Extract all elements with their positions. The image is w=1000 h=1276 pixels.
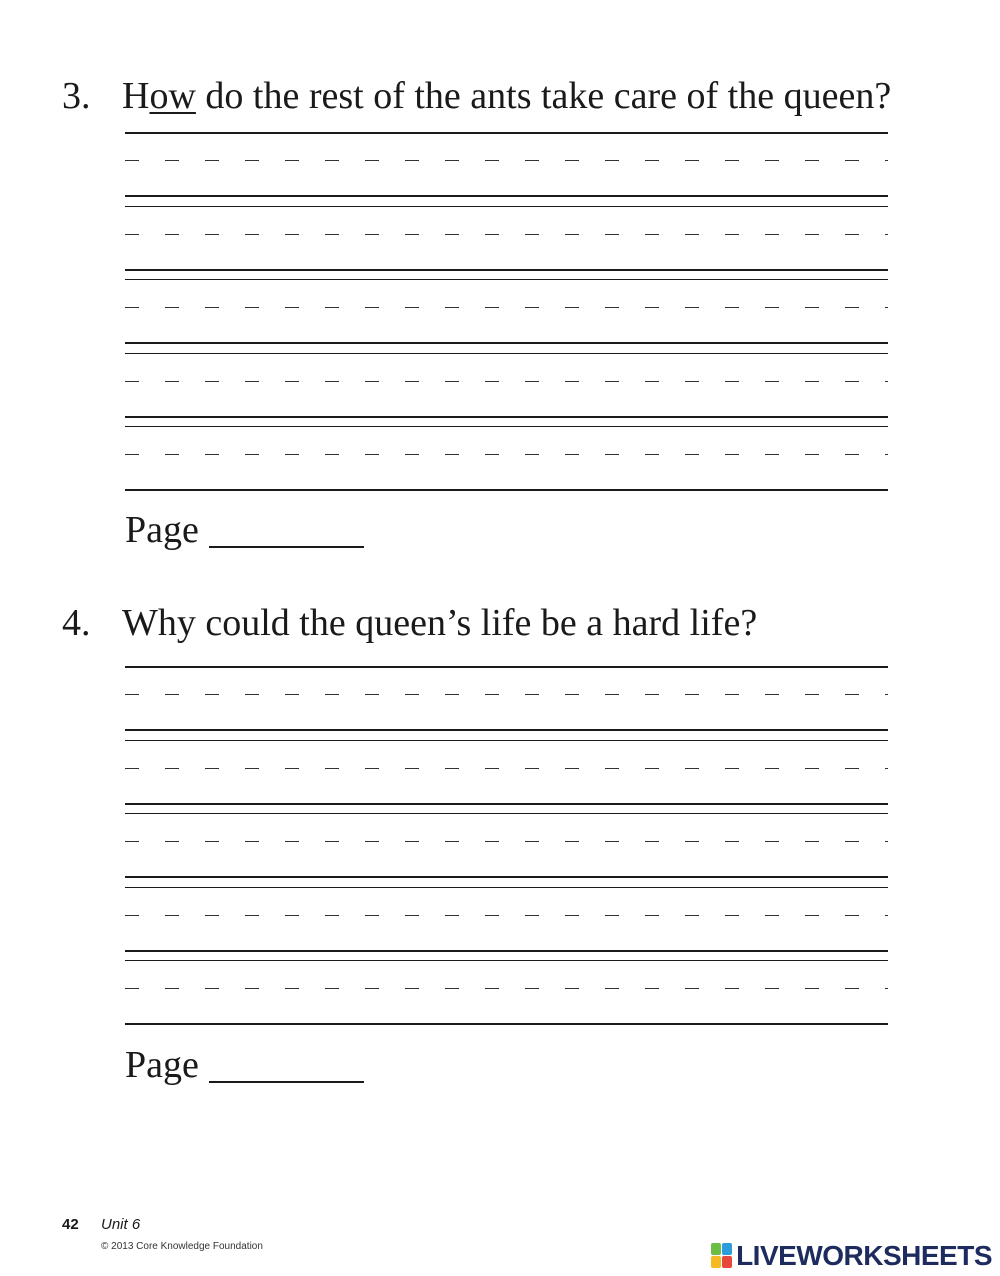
page-reference-question-3 (125, 510, 364, 550)
middle-dashed-line (125, 307, 888, 308)
handwriting-row[interactable] (125, 353, 888, 417)
handwriting-row[interactable] (125, 740, 888, 804)
middle-dashed-line (125, 768, 888, 769)
page-number-blank[interactable] (209, 1080, 364, 1083)
baseline (125, 195, 888, 197)
top-line (125, 279, 888, 280)
question-text-start: H (122, 75, 150, 117)
handwriting-row[interactable] (125, 887, 888, 951)
top-line (125, 960, 888, 961)
baseline (125, 342, 888, 344)
handwriting-row[interactable] (125, 666, 888, 730)
middle-dashed-line (125, 841, 888, 842)
handwriting-row[interactable] (125, 960, 888, 1024)
page-label: Page (125, 1044, 199, 1086)
liveworksheets-logo-icon (711, 1243, 733, 1269)
page-reference-question-4 (125, 1045, 364, 1085)
middle-dashed-line (125, 988, 888, 989)
top-line (125, 132, 888, 134)
handwriting-row[interactable] (125, 426, 888, 490)
top-line (125, 353, 888, 354)
copyright: © 2013 Core Knowledge Foundation (101, 1241, 263, 1252)
top-line (125, 887, 888, 888)
top-line (125, 206, 888, 207)
question-text-end: do the rest of the ants take care of the queen? (195, 75, 892, 117)
baseline (125, 269, 888, 271)
middle-dashed-line (125, 160, 888, 161)
baseline (125, 729, 888, 731)
middle-dashed-line (125, 381, 888, 382)
handwriting-row[interactable] (125, 132, 888, 196)
top-line (125, 740, 888, 741)
page-number: 42 (62, 1216, 79, 1233)
question-number: 3. (62, 75, 91, 117)
question-text: Why could the queen’s life be a hard life? (122, 602, 758, 644)
baseline (125, 950, 888, 952)
middle-dashed-line (125, 915, 888, 916)
unit-label: Unit 6 (101, 1216, 141, 1233)
handwriting-row[interactable] (125, 279, 888, 343)
baseline (125, 876, 888, 878)
question-underlined-text: ow (149, 75, 196, 117)
middle-dashed-line (125, 234, 888, 235)
handwriting-row[interactable] (125, 813, 888, 877)
top-line (125, 666, 888, 668)
baseline (125, 489, 888, 491)
baseline (125, 416, 888, 418)
page-label: Page (125, 509, 199, 551)
top-line (125, 426, 888, 427)
baseline (125, 1023, 888, 1025)
brand-name: LIVEWORKSHEETS (736, 1240, 992, 1271)
handwriting-row[interactable] (125, 206, 888, 270)
baseline (125, 803, 888, 805)
question-3 (62, 76, 891, 116)
page-number-blank[interactable] (209, 545, 364, 548)
liveworksheets-brand (711, 1240, 992, 1272)
middle-dashed-line (125, 694, 888, 695)
question-number: 4. (62, 602, 91, 644)
question-4 (62, 603, 757, 643)
top-line (125, 813, 888, 814)
middle-dashed-line (125, 454, 888, 455)
